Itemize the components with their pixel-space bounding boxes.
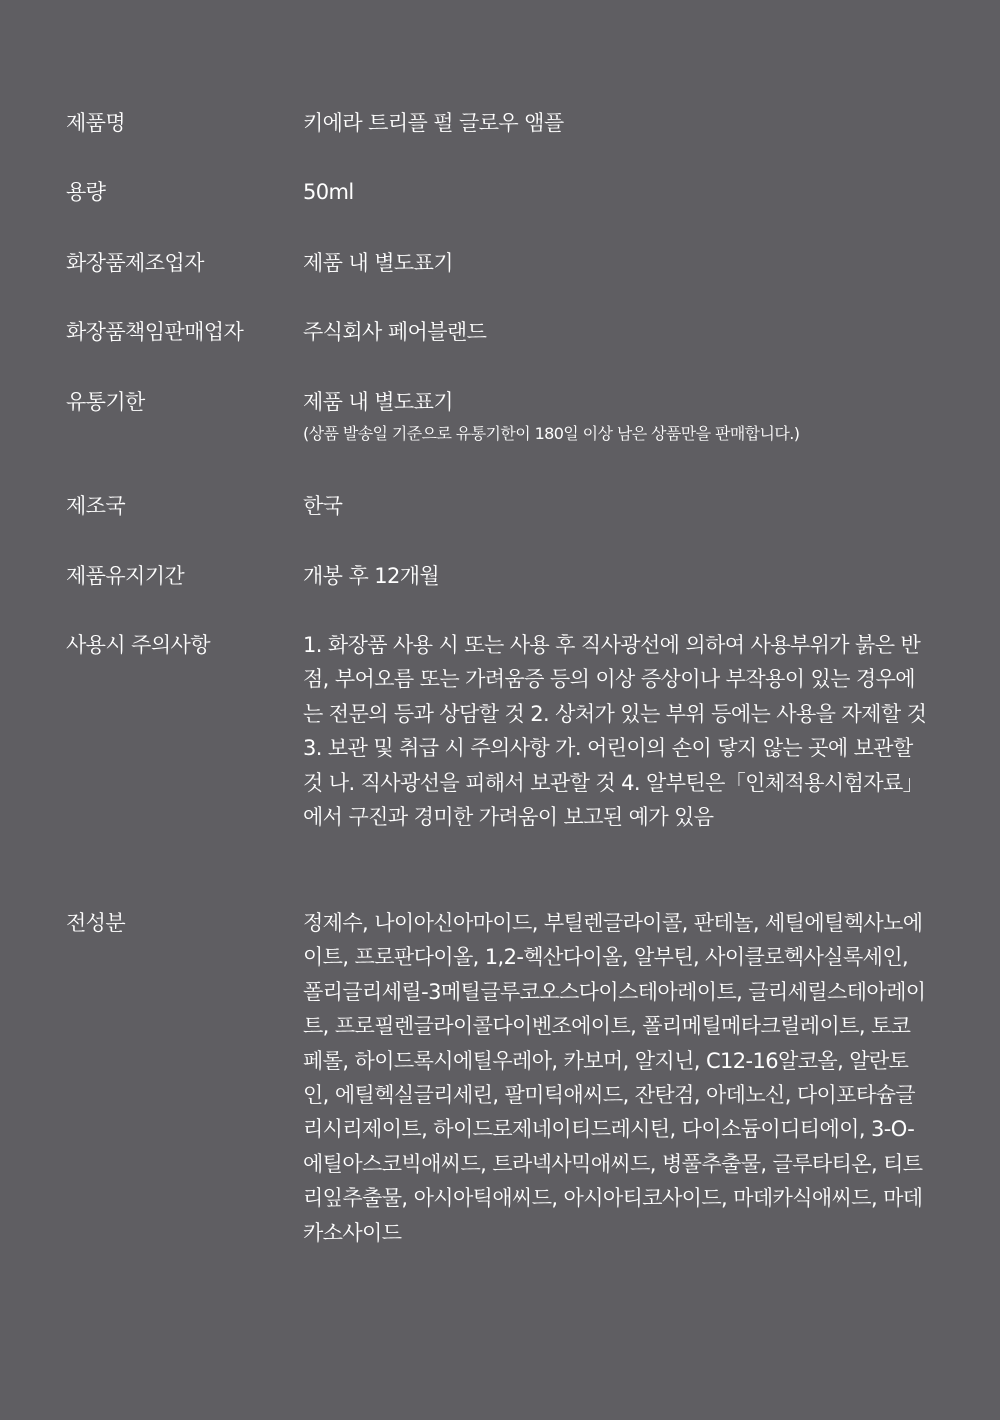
caution-value: 1. 화장품 사용 시 또는 사용 후 직사광선에 의하여 사용부위가 붉은 반점, 부어오름 또는 가려움증 등의 이상 증상이나 부작용이 있는 경우에는 전문의 등과 상담할 것 2. 상처가 있는 부위 등에는 사용을 자제할 것 3. 보관 및 취급 시 주의사항 가. 어린이의 손이 닿지 않는 곳에 보관할 것 나. 직사광선을 피해서 보관할 것 4. 알부틴은「인체적용시험자료」에서 구진과 경미한 가려움이 보고된 예가 있음	[303, 633, 927, 830]
expiry-value: 제품 내 별도표기	[303, 390, 453, 414]
caution-label: 사용시 주의사항	[66, 633, 210, 657]
manufacturer-label: 화장품제조업자	[66, 251, 204, 275]
product-name-row	[66, 103, 946, 172]
ingredients-row	[66, 903, 946, 1250]
product-name-value: 키에라 트리플 펄 글로우 앰플	[303, 111, 564, 135]
ingredients-value: 정제수, 나이아신아마이드, 부틸렌글라이콜, 판테놀, 세틸에틸헥사노에이트, 프로판다이올, 1,2-헥산다이올, 알부틴, 사이클로헥사실록세인, 폴리글리세릴-3메틸글루코오스다이스테아레이트, 글리세릴스테아레이트, 프로필렌글라이콜다이벤조에이트, 폴리메틸메타크릴레이트, 토코페롤, 하이드록시에틸우레아, 카보머, 알지닌, C12-16알코올, 알란토인, 에틸헥실글리세린, 팔미틱애씨드, 잔탄검, 아데노신, 다이포타슘글리시리제이트, 하이드로제네이티드레시틴, 다이소듐이디티에이, 3-O-에틸아스코빅애씨드, 트라넥사믹애씨드, 병풀추출물, 글루타티온, 티트리잎추출물, 아시아틱애씨드, 아시아티코사이드, 마데카식애씨드, 마데카소사이드	[303, 911, 926, 1245]
seller-label: 화장품책임판매업자	[66, 320, 244, 344]
expiry-row	[66, 382, 946, 486]
volume-value: 50ml	[303, 180, 354, 204]
expiry-cell	[303, 382, 928, 444]
product-name-label: 제품명	[66, 111, 126, 135]
volume-label: 용량	[66, 180, 106, 204]
usage-period-row	[66, 556, 946, 625]
manufacturer-row	[66, 243, 946, 312]
country-label: 제조국	[66, 494, 126, 518]
usage-period-label: 제품유지기간	[66, 564, 185, 588]
country-value: 한국	[303, 494, 343, 518]
expiry-note: (상품 발송일 기준으로 유통기한이 180일 이상 남은 상품만을 판매합니다.)	[303, 424, 800, 443]
volume-row	[66, 172, 946, 243]
usage-period-value: 개봉 후 12개월	[303, 564, 440, 588]
expiry-label: 유통기한	[66, 390, 145, 414]
manufacturer-value: 제품 내 별도표기	[303, 251, 453, 275]
seller-row	[66, 312, 946, 382]
product-info-table	[66, 103, 946, 1250]
ingredients-label: 전성분	[66, 911, 126, 935]
country-row	[66, 486, 946, 556]
seller-value: 주식회사 페어블랜드	[303, 320, 487, 344]
caution-row	[66, 625, 946, 903]
